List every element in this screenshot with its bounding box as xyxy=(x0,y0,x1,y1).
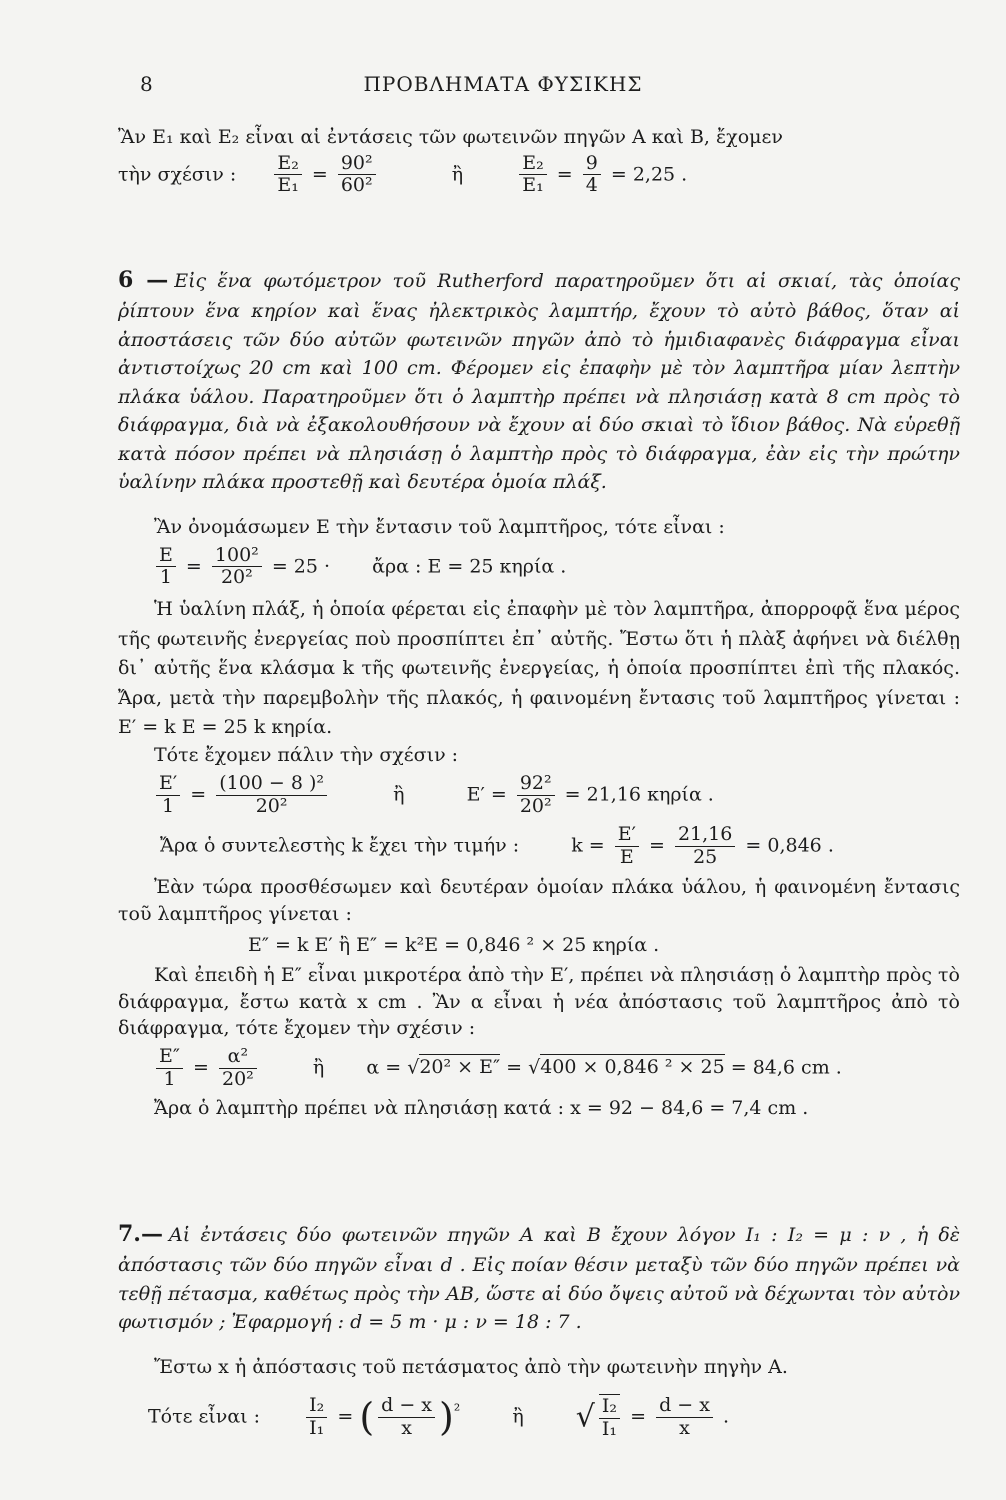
equation-1: $\frac{E}{1}$ = $\frac{\text{100²}}{\text{20²}}$ = 25 · ἄρα : E = 25 κηρία . xyxy=(152,545,960,590)
intro-paragraph xyxy=(118,124,960,197)
intro-lead: τὴν σχέσιν : xyxy=(118,162,237,185)
fraction: $\frac{\text{E₂}}{\text{E₁}}$ xyxy=(519,153,547,198)
equation-4: E″ = k E′ ἢ E″ = k²E = 0,846 ² × 25 κηρία . xyxy=(248,933,660,956)
equation-7: Τότε εἶναι : $\frac{\text{I₂}}{\text{I₁}}$ = ( $\frac{d - x}{x}$ )$^{^2}$ ἢ √ $\frac{\text{I₂}}{\text{I₁}}$ = $\frac{d - x}{x}$ . xyxy=(148,1393,730,1440)
intro-line: Ἂν E₁ καὶ E₂ εἶναι αἱ ἐντάσεις τῶν φωτεινῶν πηγῶν A καὶ B, ἔχομεν xyxy=(118,126,783,148)
fraction: $\frac{\text{E₂}}{\text{E₁}}$ xyxy=(274,153,302,198)
problem-6-solution: Ἂν ὀνομάσωμεν E τὴν ἔντασιν τοῦ λαμπτῆρος, τότε εἶναι : $\frac{E}{1}$ = $\frac{\text{100²}}{\text{20²}}$ = 25 · ἄρα : E = 25 κηρία . Ἡ ὑαλίνη πλάξ, ἡ ὁποία φέρεται εἰς ἐπαφὴν μὲ τὸν λαμπτῆρα, ἀπορροφᾷ ἕνα μέρος τῆς φωτεινῆς ἐνεργείας ποὺ προσπίπτει ἐπ᾽ αὐτῆς. Ἔστω ὅτι ἡ πλὰξ ἀφήνει νὰ διέλθῃ δι᾽ αὐτῆς ἕνα κλάσμα k τῆς φωτεινῆς ἐνεργείας, ἡ ὁποία προσπίπτει ἐπὶ τῆς πλακός. Ἄρα, μετὰ τὴν παρεμβολὴν τῆς πλακός, ἡ φαινομένη ἔντασις τοῦ λαμπτῆρος γίνεται : E′ = k E = 25 k κηρία. Τότε ἔχομεν πάλιν τὴν σχέσιν : $\frac{E'}{1}$ = $\frac{\text{(100 − 8 )²}}{\text{20²}}$ ἢ E′ = $\frac{\text{92²}}{\text{20²}}$ = 21,16 κηρία . Ἄρα ὁ συντελεστὴς k ἔχει τὴν τιμήν : k = $\frac{E'}{E}$ = $\frac{21,16}{25}$ = 0,846 . Ἐὰν τώρα προσθέσωμεν καὶ δευτέραν ὁμοίαν πλάκα ὑάλου, ἡ φαινομένη ἔντασις τοῦ λαμπτῆρος γίνεται : E″ = k E′ ἢ E″ = k²E = 0,846 ² × 25 κηρία . Καὶ ἐπειδὴ ἡ E″ εἶναι μικροτέρα ἀπὸ τὴν E′, πρέπει νὰ πλησιάσῃ ὁ λαμπτὴρ πρὸς τὸ διάφραγμα, ἔστω κατὰ x cm . Ἂν α εἶναι ἡ νέα ἀπόστασις τοῦ λαμπτῆρος ἀπὸ τὸ διάφραγμα, τότε ἔχομεν τὴν σχέσιν : $\frac{E''}{1}$ = $\frac{\text{α²}}{\text{20²}}$ ἢ α = √20² × E″ = √400 × 0,846 ² × 25 = 84,6 cm . Ἄρα ὁ λαμπτὴρ πρέπει νὰ πλησιάσῃ κατά : x = 92 − 84,6 = 7,4 cm . xyxy=(118,516,960,1119)
fraction: $\frac{9}{4}$ xyxy=(583,153,601,198)
problem-number: 7.— xyxy=(118,1221,163,1247)
equation-2: $\frac{E'}{1}$ = $\frac{\text{(100 − 8 )²}}{\text{20²}}$ ἢ E′ = $\frac{\text{92²}}{\text{20²}}$ = 21,16 κηρία . xyxy=(152,773,960,818)
page-header-title: ΠΡΟΒΛΗΜΑΤΑ ΦΥΣΙΚΗΣ xyxy=(363,72,643,96)
problem-number: 6 — xyxy=(118,267,169,293)
problem-7-statement: 7.— Αἱ ἐντάσεις δύο φωτεινῶν πηγῶν A καὶ B ἔχουν λόγον I₁ : I₂ = μ : ν , ἡ δὲ ἀπόστασις τῶν δύο πηγῶν εἶναι d . Εἰς ποίαν θέσιν μεταξὺ τῶν δύο πηγῶν πρέπει νὰ τεθῇ πέτασμα, καθέτως πρὸς τὴν AB, ὥστε αἱ δύο ὄψεις αὐτοῦ νὰ δέχωνται τὸν αὐτὸν φωτισμόν ; Ἐφαρμογή : d = 5 m · μ : ν = 18 : 7 . xyxy=(118,1221,960,1333)
fraction: $\frac{\text{90²}}{\text{60²}}$ xyxy=(338,153,376,198)
problem-7-solution: Ἔστω x ἡ ἀπόστασις τοῦ πετάσματος ἀπὸ τὴν φωτεινὴν πηγὴν A. Τότε εἶναι : $\frac{\text{I₂}}{\text{I₁}}$ = ( $\frac{d - x}{x}$ )$^{^2}$ ἢ √ $\frac{\text{I₂}}{\text{I₁}}$ = $\frac{d - x}{x}$ . xyxy=(118,1354,960,1444)
equation-5: $\frac{E''}{1}$ = $\frac{\text{α²}}{\text{20²}}$ ἢ α = √20² × E″ = √400 × 0,846 ² × 25 = 84,6 cm . xyxy=(152,1046,960,1091)
page-number: 8 xyxy=(140,72,153,96)
intro-equation: τὴν σχέσιν : $\frac{\text{E₂}}{\text{E₁}}$ = $\frac{\text{90²}}{\text{60²}}$ ἢ $\frac{\text{E₂}}{\text{E₁}}$ = $\frac{9}{4}$ = 2,25 . xyxy=(118,151,688,197)
problem-6-statement: 6 — Εἰς ἕνα φωτόμετρον τοῦ Rutherford παρατηροῦμεν ὅτι αἱ σκιαί, τὰς ὁποίας ῥίπτουν ἕνα κηρίον καὶ ἕνας ἠλεκτρικὸς λαμπτήρ, ἔχουν τὸ αὐτὸ βάθος, ὅταν αἱ ἀποστάσεις τῶν δύο αὐτῶν φωτεινῶν πηγῶν ἀπὸ τὸ ἡμιδιαφανὲς διάφραγμα εἶναι ἀντιστοίχως 20 cm καὶ 100 cm. Φέρομεν εἰς ἐπαφὴν μὲ τὸν λαμπτῆρα μίαν λεπτὴν πλάκα ὑάλου. Παρατηροῦμεν ὅτι ὁ λαμπτὴρ πρέπει νὰ πλησιάσῃ κατὰ 8 cm πρὸς τὸ διάφραγμα, διὰ νὰ ἐξακολουθήσουν νὰ ἔχουν αἱ δύο σκιαὶ τὸ ἴδιον βάθος. Νὰ εὑρεθῇ κατὰ πόσον πρέπει νὰ πλησιάσῃ ὁ λαμπτὴρ πρὸς τὸ διάφραγμα, ἐὰν εἰς τὴν πρώτην ὑαλίνην πλάκα προστεθῇ καὶ δευτέρα ὁμοία πλάξ. xyxy=(118,267,960,493)
equation-3: Ἄρα ὁ συντελεστὴς k ἔχει τὴν τιμήν : k = $\frac{E'}{E}$ = $\frac{21,16}{25}$ = 0,846 . xyxy=(160,822,834,868)
